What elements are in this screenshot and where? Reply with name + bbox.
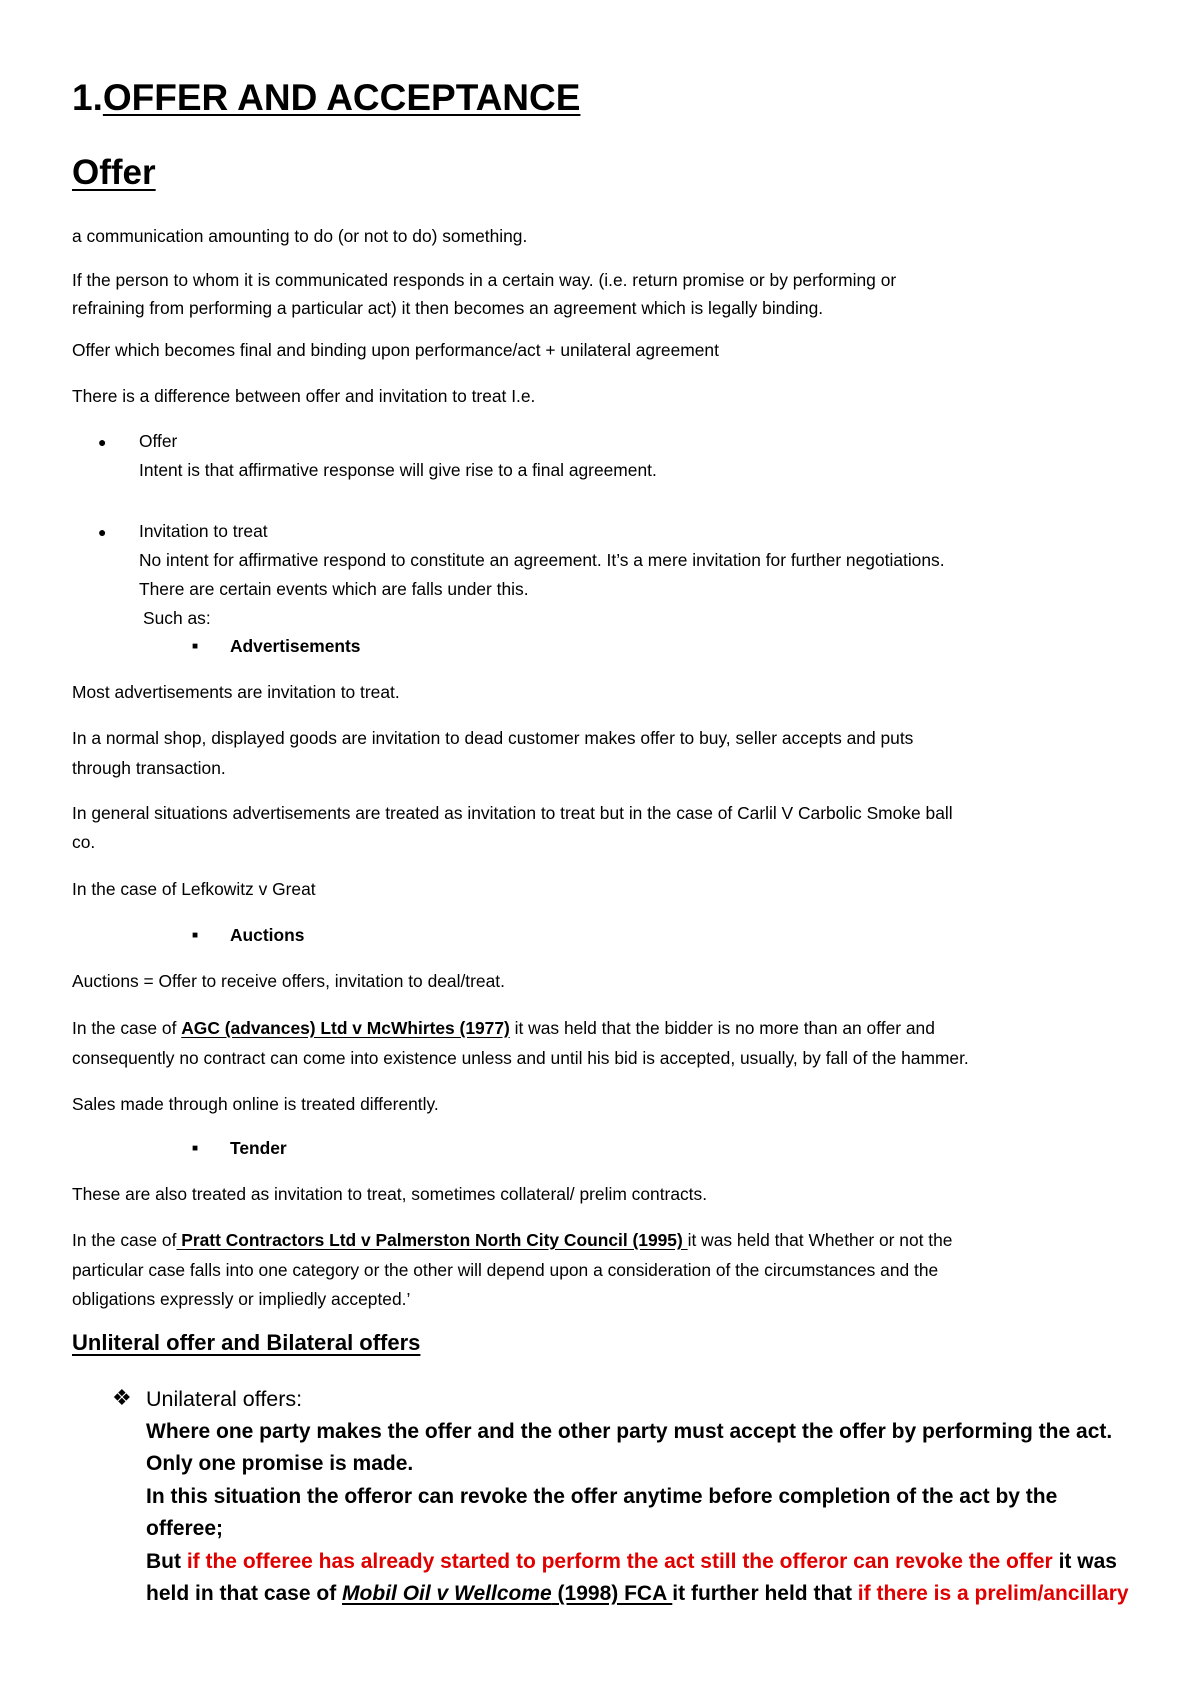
square-bullet-icon: ■ bbox=[192, 641, 199, 652]
case-outro: it was held that the bidder is no more than an offer and bbox=[509, 1018, 935, 1038]
highlighted-text: if the offeree has already started to perform the act still the offeror can revoke the offer bbox=[186, 1550, 1053, 1573]
case-citation: Mobil Oil v Wellcome bbox=[342, 1582, 552, 1605]
bullet-itt-desc: No intent for affirmative respond to constitute an agreement. It’s a mere invitation for further negotiations. bbox=[139, 550, 945, 570]
bullet-itt-desc: There are certain events which are falls under this. bbox=[139, 579, 529, 599]
title-text: OFFER AND ACCEPTANCE bbox=[102, 77, 581, 118]
page-title bbox=[72, 78, 580, 119]
subheading-advertisements: Advertisements bbox=[230, 636, 361, 656]
paragraph-line: through transaction. bbox=[72, 758, 226, 778]
unilateral-label: Unilateral offers: bbox=[146, 1387, 303, 1411]
paragraph-line: particular case falls into one category or the other will depend upon a consideration of the circumstances and the bbox=[72, 1260, 939, 1280]
paragraph-line: These are also treated as invitation to treat, sometimes collateral/ prelim contracts. bbox=[72, 1184, 708, 1204]
paragraph-definition: a communication amounting to do (or not to do) something. bbox=[72, 226, 528, 246]
paragraph-line: obligations expressly or impliedly accepted.’ bbox=[72, 1289, 411, 1309]
bullet-itt-desc: Such as: bbox=[143, 608, 211, 628]
paragraph-line: In general situations advertisements are treated as invitation to treat but in the case of Carlil V Carbolic Smoke ball bbox=[72, 803, 953, 823]
paragraph-line: There is a difference between offer and invitation to treat I.e. bbox=[72, 386, 536, 406]
highlighted-text: if there is a prelim/ancillary bbox=[857, 1582, 1129, 1605]
square-bullet-icon: ■ bbox=[192, 930, 199, 941]
unilateral-line: offeree; bbox=[146, 1517, 224, 1540]
bullet-offer-label: Offer bbox=[139, 431, 178, 451]
paragraph-line: consequently no contract can come into existence unless and until his bid is accepted, usually, by fall of the hammer. bbox=[72, 1048, 969, 1068]
case-citation: Pratt Contractors Ltd v Palmerston North City Council (1995) bbox=[176, 1230, 688, 1250]
unilateral-line: Only one promise is made. bbox=[146, 1452, 414, 1475]
paragraph-line: Sales made through online is treated differently. bbox=[72, 1094, 439, 1114]
paragraph-line: In the case of Lefkowitz v Great bbox=[72, 879, 316, 899]
offer-heading: Offer bbox=[72, 153, 156, 192]
unilateral-line: Where one party makes the offer and the other party must accept the offer by performing the act. bbox=[146, 1420, 1113, 1443]
line-text: it further held that bbox=[672, 1582, 858, 1605]
case-intro: In the case of bbox=[72, 1018, 182, 1038]
paragraph-line: co. bbox=[72, 832, 96, 852]
paragraph-line: Offer which becomes final and binding upon performance/act + unilateral agreement bbox=[72, 340, 719, 360]
bullet-icon: ● bbox=[98, 524, 107, 540]
title-number: 1. bbox=[72, 77, 103, 118]
unilateral-line bbox=[146, 1578, 1129, 1610]
section-heading-unilateral: Unliteral offer and Bilateral offers bbox=[72, 1330, 421, 1355]
case-outro: it was held that Whether or not the bbox=[687, 1230, 953, 1250]
paragraph-line bbox=[72, 1226, 952, 1255]
bullet-offer-desc: Intent is that affirmative response will give rise to a final agreement. bbox=[139, 460, 657, 480]
diamond-bullet-icon: ❖ bbox=[112, 1385, 132, 1410]
subheading-tender: Tender bbox=[230, 1138, 287, 1158]
paragraph-line bbox=[72, 1014, 935, 1043]
square-bullet-icon: ■ bbox=[192, 1143, 199, 1154]
paragraph-line: In a normal shop, displayed goods are invitation to dead customer makes offer to buy, seller accepts and puts bbox=[72, 728, 914, 748]
paragraph-line: refraining from performing a particular act) it then becomes an agreement which is legally binding. bbox=[72, 298, 824, 318]
line-text: But bbox=[146, 1550, 187, 1573]
paragraph-line: If the person to whom it is communicated responds in a certain way. (i.e. return promise or by performing or bbox=[72, 270, 897, 290]
unilateral-line bbox=[146, 1546, 1117, 1578]
subheading-auctions: Auctions bbox=[230, 925, 305, 945]
bullet-icon: ● bbox=[98, 434, 107, 450]
bullet-itt-label: Invitation to treat bbox=[139, 521, 268, 541]
case-citation: AGC (advances) Ltd v McWhirtes (1977) bbox=[181, 1018, 510, 1038]
paragraph-line: Auctions = Offer to receive offers, invitation to deal/treat. bbox=[72, 971, 505, 991]
unilateral-line: In this situation the offeror can revoke the offer anytime before completion of the act by the bbox=[146, 1485, 1058, 1508]
case-citation: (1998) FCA bbox=[551, 1582, 673, 1605]
paragraph-line: Most advertisements are invitation to treat. bbox=[72, 682, 400, 702]
case-intro: In the case of bbox=[72, 1230, 177, 1250]
line-text: it was bbox=[1052, 1550, 1117, 1573]
line-text: held in that case of bbox=[146, 1582, 343, 1605]
